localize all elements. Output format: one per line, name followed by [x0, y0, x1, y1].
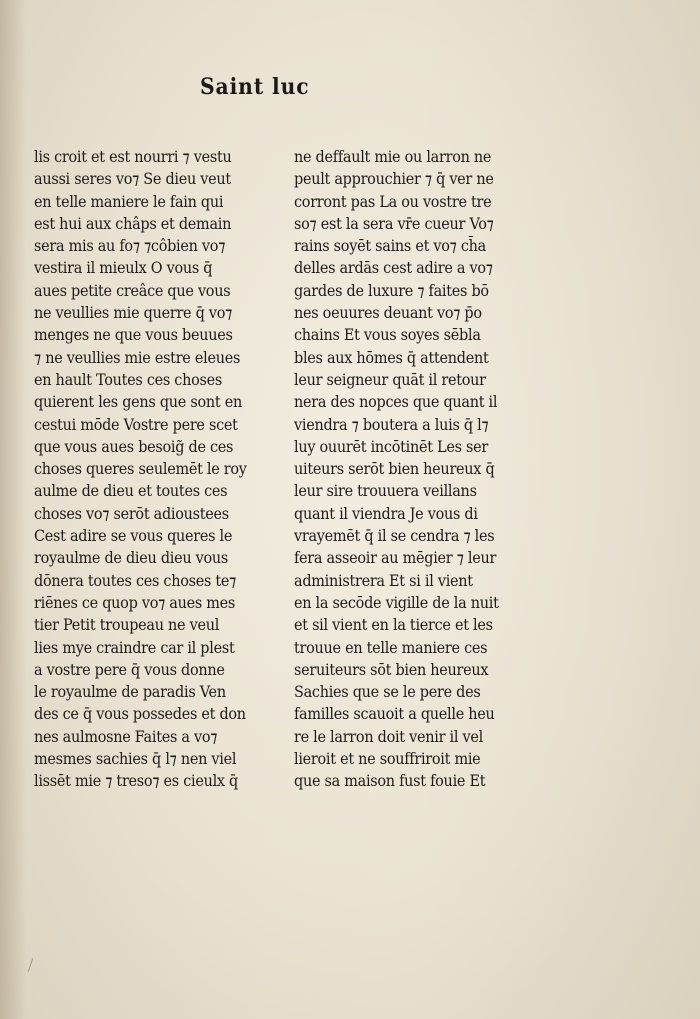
text-line: leur seigneur quāt il retour	[294, 370, 486, 389]
text-line: fera asseoir au mēgier ⁊ leur	[294, 549, 497, 568]
margin-mark	[28, 958, 33, 972]
text-line: et sil vient en la tierce et les	[294, 616, 493, 635]
text-line: sera mis au fo⁊ ⁊côbien vo⁊	[34, 237, 226, 256]
text-line: aussi seres vo⁊ Se dieu veut	[34, 170, 231, 189]
text-line: ne deffault mie ou larron ne	[294, 148, 492, 166]
text-line: luy ouurēt incōtinēt Les ser	[294, 437, 488, 456]
text-line: ne veullies mie querre q̄ vo⁊	[34, 304, 233, 323]
text-line: Cest adire se vous queres le	[34, 527, 233, 546]
text-line: tier Petit troupeau ne veul	[34, 616, 220, 635]
text-line: en hault Toutes ces choses	[34, 370, 223, 389]
text-line: nes aulmosne Faites a vo⁊	[34, 727, 218, 746]
text-line: est hui aux châps et demain	[34, 214, 232, 233]
text-line: viendra ⁊ boutera a luis q̄ l⁊	[294, 415, 489, 434]
text-line: familles scauoit a quelle heu	[294, 705, 495, 724]
text-line: lieroit et ne souffriroit mie	[294, 750, 481, 769]
text-line: nera des nopces que quant il	[294, 393, 498, 412]
text-line: chains Et vous soyes sēbla	[294, 326, 481, 345]
text-line: lissēt mie ⁊ treso⁊ es cieulx q̄	[34, 772, 239, 791]
text-line: corront pas La ou vostre tre	[294, 192, 492, 211]
text-line: seruiteurs sōt bien heureux	[294, 660, 489, 679]
text-line: re le larron doit venir il vel	[294, 727, 483, 746]
text-line: cestui mōde Vostre pere scet	[34, 415, 238, 434]
text-line: administrera Et si il vient	[294, 571, 473, 590]
text-line: quierent les gens que sont en	[34, 393, 242, 412]
text-line: des ce q̄ vous possedes et don	[34, 705, 246, 724]
text-line: vrayemēt q̄ il se cendra ⁊ les	[294, 527, 495, 546]
text-line: que vous aues besoig̃ de ces	[34, 437, 234, 456]
text-line: nes oeuures deuant vo⁊ p̄o	[294, 304, 482, 323]
text-line: leur sire trouuera veillans	[294, 482, 477, 501]
text-line: riēnes ce quop vo⁊ aues mes	[34, 593, 236, 612]
text-line: vestira il mieulx O vous q̄	[34, 259, 213, 278]
text-line: so⁊ est la sera vr̄e cueur Vo⁊	[294, 214, 494, 233]
text-line: mesmes sachies q̄ l⁊ nen viel	[34, 750, 237, 769]
text-line: trouue en telle maniere ces	[294, 638, 488, 657]
text-line: peult approuchier ⁊ q̄ ver ne	[294, 170, 494, 189]
text-line: ⁊ ne veullies mie estre eleues	[34, 348, 241, 367]
text-column-right	[294, 146, 524, 793]
text-line: menges ne que vous beuues	[34, 326, 233, 345]
text-line: choses queres seulemēt le roy	[34, 460, 247, 479]
text-line: a vostre pere q̄ vous donne	[34, 660, 225, 679]
text-line: aues petite creâce que vous	[34, 281, 231, 300]
text-column-left	[34, 146, 264, 793]
text-line: dōnera toutes ces choses te⁊	[34, 571, 237, 590]
text-line: le royaulme de paradis Ven	[34, 683, 226, 702]
gutter-shadow	[0, 0, 26, 1019]
text-line: delles ardās cest adire a vo⁊	[294, 259, 493, 278]
text-line: lis croit et est nourri ⁊ vestu	[34, 148, 232, 166]
text-line: royaulme de dieu dieu vous	[34, 549, 229, 568]
text-line: lies mye craindre car il plest	[34, 638, 235, 657]
text-line: que sa maison fust fouie Et	[294, 772, 486, 791]
text-line: uiteurs serōt bien heureux q̄	[294, 460, 495, 479]
text-line: bles aux hōmes q̄ attendent	[294, 348, 489, 367]
text-line: gardes de luxure ⁊ faites bō	[294, 281, 489, 300]
text-line: rains soyēt sains et vo⁊ ch̄a	[294, 237, 486, 256]
running-head: Saint luc	[200, 74, 310, 100]
text-line: en la secōde vigille de la nuit	[294, 593, 499, 612]
text-line: en telle maniere le fain qui	[34, 192, 224, 211]
text-line: quant il viendra Je vous di	[294, 504, 478, 523]
text-line: aulme de dieu et toutes ces	[34, 482, 228, 501]
text-line: choses vo⁊ serōt adioustees	[34, 504, 229, 523]
text-line: Sachies que se le pere des	[294, 683, 481, 702]
